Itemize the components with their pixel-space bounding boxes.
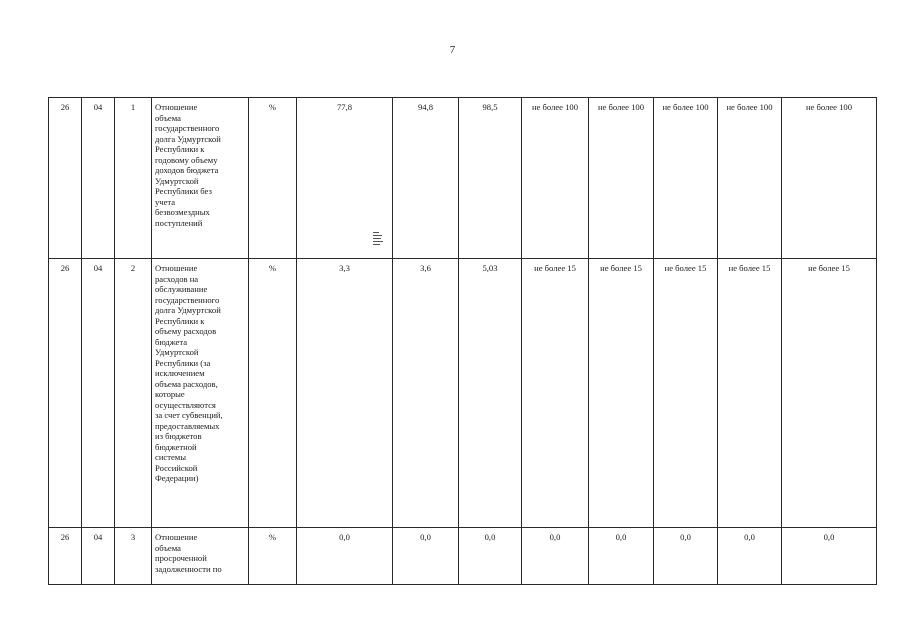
value-cell: 3,6 <box>393 259 459 528</box>
value-cell: 77,8 <box>297 98 393 259</box>
value-cell: 0,0 <box>393 528 459 585</box>
value-cell: не более 15 <box>782 259 877 528</box>
section-code-cell: 26 <box>49 528 82 585</box>
value-cell: не более 100 <box>589 98 654 259</box>
indicator-name-cell: Отношение объема просроченной задолженности по <box>152 528 249 585</box>
value-cell: не более 100 <box>522 98 589 259</box>
value-cell: не более 15 <box>654 259 718 528</box>
value-cell: 94,8 <box>393 98 459 259</box>
value-cell: не более 100 <box>718 98 782 259</box>
item-number-cell: 2 <box>115 259 152 528</box>
table-row <box>49 98 877 259</box>
value-cell: не более 15 <box>589 259 654 528</box>
unit-cell: % <box>249 528 297 585</box>
value-cell: 0,0 <box>459 528 522 585</box>
value-cell: 5,03 <box>459 259 522 528</box>
unit-cell: % <box>249 259 297 528</box>
item-number-cell: 1 <box>115 98 152 259</box>
table-row <box>49 259 877 528</box>
value-cell: не более 100 <box>782 98 877 259</box>
value-cell: не более 15 <box>522 259 589 528</box>
page-number: 7 <box>449 44 456 56</box>
subsection-code-cell: 04 <box>82 528 115 585</box>
indicators-table <box>48 97 877 585</box>
indicator-name-cell: Отношение объема государственного долга Удмуртской Республики к годовому объему доходов бюджета Удмуртской Республики без учета безвозмездных поступлений <box>152 98 249 259</box>
value-cell: 0,0 <box>522 528 589 585</box>
item-number-cell: 3 <box>115 528 152 585</box>
subsection-code-cell: 04 <box>82 98 115 259</box>
section-code-cell: 26 <box>49 259 82 528</box>
unit-cell: % <box>249 98 297 259</box>
value-cell: 0,0 <box>297 528 393 585</box>
subsection-code-cell: 04 <box>82 259 115 528</box>
value-cell: 0,0 <box>654 528 718 585</box>
value-cell: 0,0 <box>718 528 782 585</box>
value-cell: не более 100 <box>654 98 718 259</box>
value-cell: 3,3 <box>297 259 393 528</box>
value-cell: не более 15 <box>718 259 782 528</box>
value-cell: 0,0 <box>589 528 654 585</box>
section-code-cell: 26 <box>49 98 82 259</box>
value-cell: 98,5 <box>459 98 522 259</box>
indicator-name-cell: Отношение расходов на обслуживание государственного долга Удмуртской Республики к объему расходов бюджета Удмуртской Республики (за исключением объема расходов, которые осуществляются за счет субвенций, предоставляемых из бюджетов бюджетной системы Российской Федерации) <box>152 259 249 528</box>
value-cell: 0,0 <box>782 528 877 585</box>
table-row <box>49 528 877 585</box>
scan-artifact-mark <box>373 232 383 254</box>
